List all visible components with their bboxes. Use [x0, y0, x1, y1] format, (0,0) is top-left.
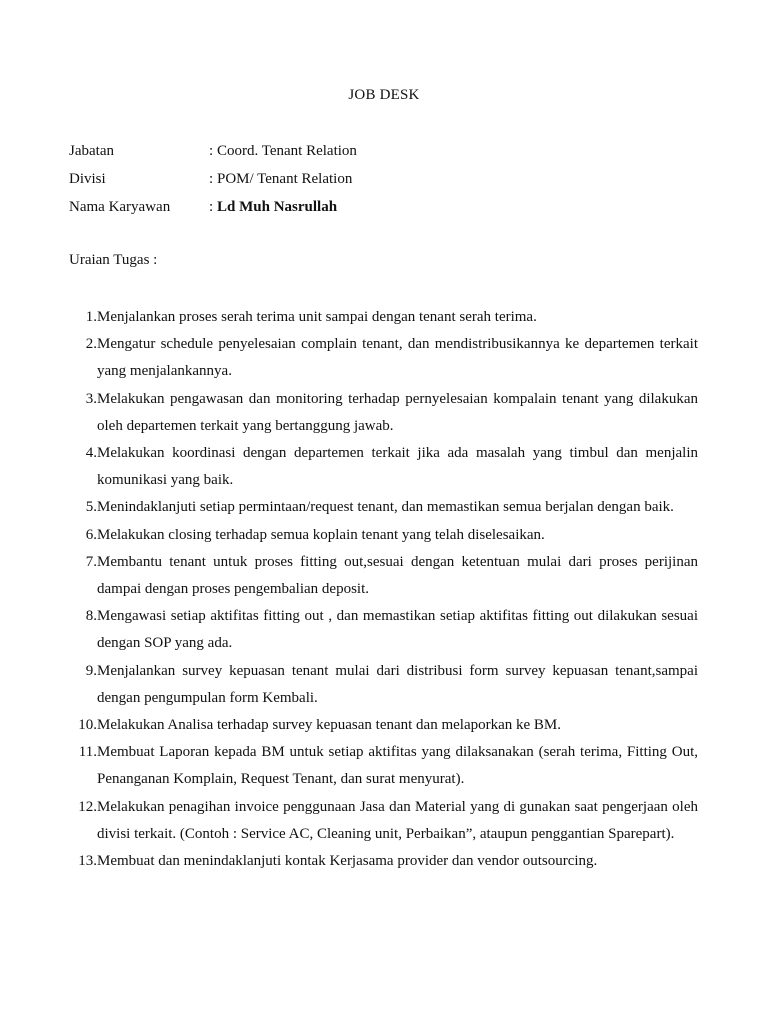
list-item-number-text: 11. [78, 744, 97, 761]
list-item-number [69, 331, 97, 385]
info-label: Divisi [69, 171, 106, 187]
list-item-text: Mengatur schedule penyelesaian complain tenant, dan mendistribusikannya ke departemen terkait yang menjalankannya. [97, 336, 698, 380]
list-item-text: Melakukan pengawasan dan monitoring terhadap pernyelesaian kompalain tenant yang dilakukan oleh departemen terkait yang bertanggung jawab. [97, 390, 698, 434]
list-item-number [69, 304, 97, 331]
list-item-number [69, 549, 97, 603]
list-item-number-text: 13. [78, 853, 97, 870]
section-heading: Uraian Tugas : [69, 252, 158, 268]
info-label: Nama Karyawan [69, 199, 171, 215]
list-item-number [69, 603, 97, 657]
info-row-nama-karyawan [69, 197, 709, 225]
list-item [69, 794, 698, 848]
list-item-number [69, 712, 97, 739]
list-item [69, 304, 698, 331]
list-item-number-text: 5. [85, 499, 97, 516]
list-item [69, 549, 698, 603]
list-item [69, 522, 698, 549]
list-item-number-text: 7. [85, 553, 97, 570]
document-title: JOB DESK [348, 87, 420, 103]
list-item-number [69, 440, 97, 494]
info-value: Ld Muh Nasrullah [217, 199, 338, 215]
list-item [69, 739, 698, 793]
list-item [69, 712, 698, 739]
list-item-text: Membantu tenant untuk proses fitting out,sesuai dengan ketentuan mulai dari proses perijinan dampai dengan proses pengembalian deposit. [97, 553, 698, 598]
info-label: Jabatan [69, 143, 114, 159]
list-item-number-text: 9. [85, 662, 97, 679]
list-item [69, 494, 698, 521]
list-item [69, 603, 698, 657]
info-value: Coord. Tenant Relation [217, 143, 357, 159]
task-list [69, 304, 698, 875]
list-item-text: Melakukan koordinasi dengan departemen terkait jika ada masalah yang timbul dan menjalin komunikasi yang baik. [97, 445, 698, 489]
info-separator: : [209, 143, 214, 159]
list-item-number-text: 10. [78, 717, 97, 734]
list-item-text: Menjalankan proses serah terima unit sampai dengan tenant serah terima. [97, 309, 537, 325]
list-item-text: Melakukan closing terhadap semua koplain tenant yang telah diselesaikan. [97, 526, 545, 543]
list-item-text: Menjalankan survey kepuasan tenant mulai dari distribusi form survey kepuasan tenant,sampai dengan pengumpulan form Kembali. [97, 662, 698, 706]
list-item-number [69, 494, 97, 521]
list-item [69, 848, 698, 875]
list-item-number [69, 386, 97, 440]
list-item [69, 386, 698, 440]
list-item-number-text: 12. [78, 798, 97, 815]
info-row-jabatan [69, 141, 709, 169]
list-item [69, 658, 698, 712]
list-item-text: Melakukan Analisa terhadap survey kepuasan tenant dan melaporkan ke BM. [97, 717, 562, 734]
list-item [69, 440, 698, 494]
list-item-number [69, 739, 97, 793]
list-item-number [69, 794, 97, 848]
list-item [69, 331, 698, 385]
info-separator: : [209, 171, 214, 187]
list-item-number [69, 848, 97, 875]
info-separator: : [209, 199, 214, 215]
list-item-text: Melakukan penagihan invoice penggunaan Jasa dan Material yang di gunakan saat pengerjaan oleh divisi terkait. (Contoh : Service AC, Cleaning unit, Perbaikan”, ataupun penggantian Sparepart). [97, 798, 698, 842]
list-item-number [69, 658, 97, 712]
list-item-number-text: 4. [85, 445, 97, 462]
list-item-number-text: 1. [85, 309, 97, 325]
list-item-number-text: 2. [85, 336, 97, 353]
list-item-text: Menindaklanjuti setiap permintaan/request tenant, dan memastikan semua berjalan dengan baik. [97, 499, 674, 516]
list-item-number-text: 3. [85, 390, 97, 407]
employee-info [69, 141, 709, 225]
list-item-text: Membuat dan menindaklanjuti kontak Kerjasama provider dan vendor outsourcing. [97, 853, 598, 870]
info-row-divisi [69, 169, 709, 197]
list-item-text: Mengawasi setiap aktifitas fitting out , dan memastikan setiap aktifitas fitting out dilakukan sesuai dengan SOP yang ada. [97, 608, 698, 652]
list-item-number-text: 6. [85, 526, 97, 543]
list-item-number [69, 522, 97, 549]
list-item-number-text: 8. [85, 608, 97, 625]
info-value: POM/ Tenant Relation [217, 171, 353, 187]
list-item-text: Membuat Laporan kepada BM untuk setiap aktifitas yang dilaksanakan (serah terima, Fitting Out, Penanganan Komplain, Request Tenant, dan surat menyurat). [97, 744, 698, 788]
